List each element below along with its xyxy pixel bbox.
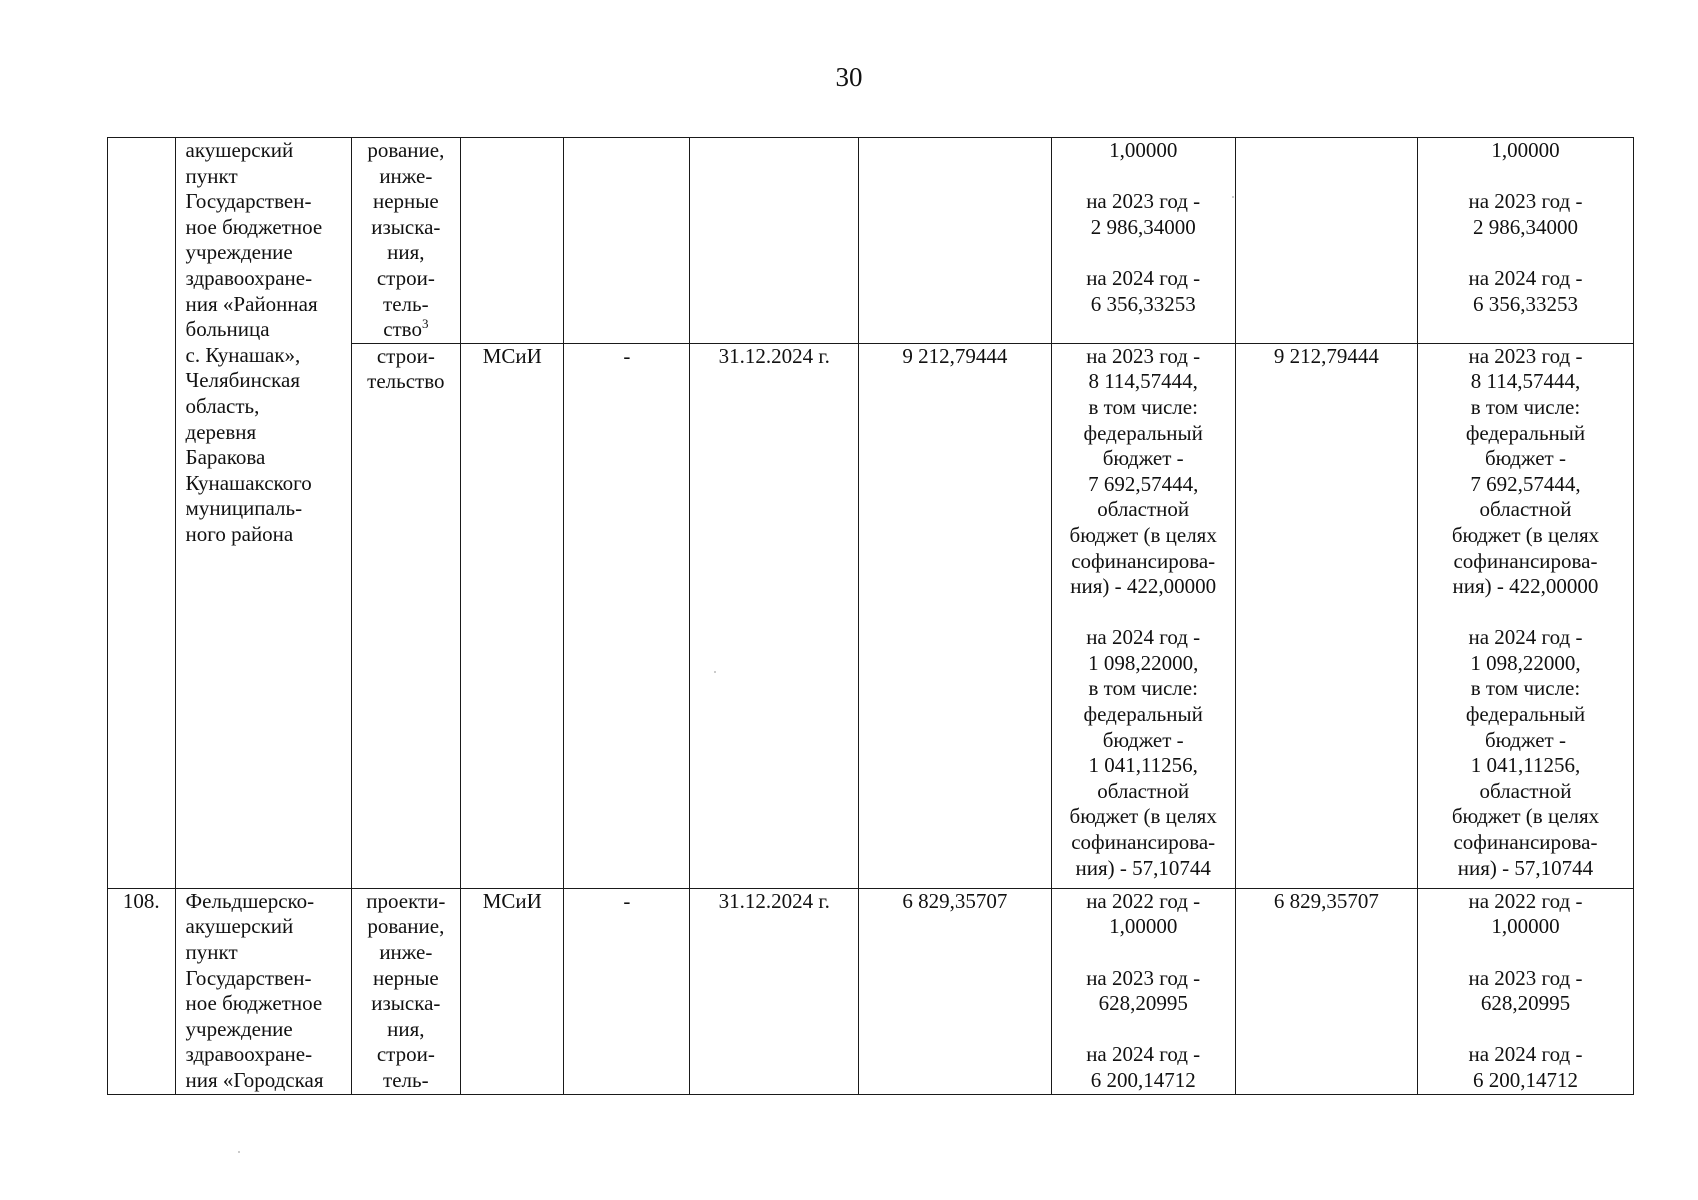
object-name: Фельдшерско- акушерский пункт Государствен- ное бюджетное учреждение здравоохране- ния «Городская [185,888,324,1092]
funding-by-year-cell [1051,343,1235,888]
deadline-cell [690,888,859,1094]
customer: МСиИ [482,343,542,368]
object-name: акушерский пункт Государствен- ное бюджетное учреждение здравоохране- ния «Районная больница с. Кунашак», Челябинская область, деревня Баракова Кунашакского муниципаль- ного района [185,138,323,546]
row-number: 108. [122,888,160,913]
limit-total: 6 829,35707 [1273,888,1379,913]
limit-by-year-cell [1417,138,1633,344]
work-type: проекти- рование, инже- нерные изыска- ния, строи- тель- [366,888,446,1092]
power-cell [564,343,690,888]
funding-by-year: на 2023 год - 8 114,57444, в том числе: федеральный бюджет - 7 692,57444, областной бюджет (в целях софинансирова- ния) - 422,00000 на 2024 год - 1 098,22000, в том числе: федеральный бюджет - 1 041,11256, областной бюджет (в целях софинансирова- ния) - 57,10744 [1069,343,1217,880]
funding-by-year-cell [1051,138,1235,344]
work-type-cell [351,343,461,888]
limit-total-cell [1235,138,1417,344]
limit-by-year-cell [1417,343,1633,888]
limit-by-year: на 2022 год - 1,00000 на 2023 год - 628,20995 на 2024 год - 6 200,14712 [1468,888,1583,1092]
limit-total: 9 212,79444 [1273,343,1379,368]
limit-by-year-cell [1417,888,1633,1094]
object-name-cell [175,888,351,1094]
row-number-cell [108,138,176,889]
deadline: 31.12.2024 г. [718,343,830,368]
estimated-cost-cell [859,343,1051,888]
funding-by-year: 1,00000 на 2023 год - 2 986,34000 на 2024 год - 6 356,33253 [1086,138,1201,316]
page-number: 30 [835,62,863,92]
scan-speck [714,671,716,673]
deadline-cell [690,343,859,888]
limit-total-cell [1235,888,1417,1094]
power-cell [564,888,690,1094]
work-type: рование, инже- нерные изыска- ния, строи- тель- ство [367,138,445,342]
estimated-cost-cell [859,138,1051,344]
customer-cell [461,343,564,888]
customer: МСиИ [482,888,542,913]
funding-by-year: на 2022 год - 1,00000 на 2023 год - 628,20995 на 2024 год - 6 200,14712 [1086,888,1201,1092]
footnote-mark: 3 [421,316,429,332]
funding-by-year-cell [1051,888,1235,1094]
limit-total-cell [1235,343,1417,888]
deadline: 31.12.2024 г. [718,888,830,913]
deadline-cell [690,138,859,344]
table-row [108,138,1634,344]
scan-speck [1232,196,1234,198]
object-name-cell [175,138,351,889]
power: - [623,343,631,368]
table-row [108,888,1634,1094]
investment-objects-table [107,137,1634,1095]
customer-cell [461,888,564,1094]
estimated-cost: 9 212,79444 [902,343,1008,368]
limit-by-year: 1,00000 на 2023 год - 2 986,34000 на 2024 год - 6 356,33253 [1468,138,1583,316]
power-cell [564,138,690,344]
power: - [623,888,631,913]
limit-by-year: на 2023 год - 8 114,57444, в том числе: федеральный бюджет - 7 692,57444, областной бюджет (в целях софинансирова- ния) - 422,00000 на 2024 год - 1 098,22000, в том числе: федеральный бюджет - 1 041,11256, областной бюджет (в целях софинансирова- ния) - 57,10744 [1451,343,1600,880]
row-number-cell [108,888,176,1094]
customer-cell [461,138,564,344]
scan-speck [238,1151,240,1153]
work-type-cell [351,888,461,1094]
work-type: строи- тельство [367,343,445,394]
work-type-cell [351,138,461,344]
estimated-cost: 6 829,35707 [902,888,1008,913]
estimated-cost-cell [859,888,1051,1094]
